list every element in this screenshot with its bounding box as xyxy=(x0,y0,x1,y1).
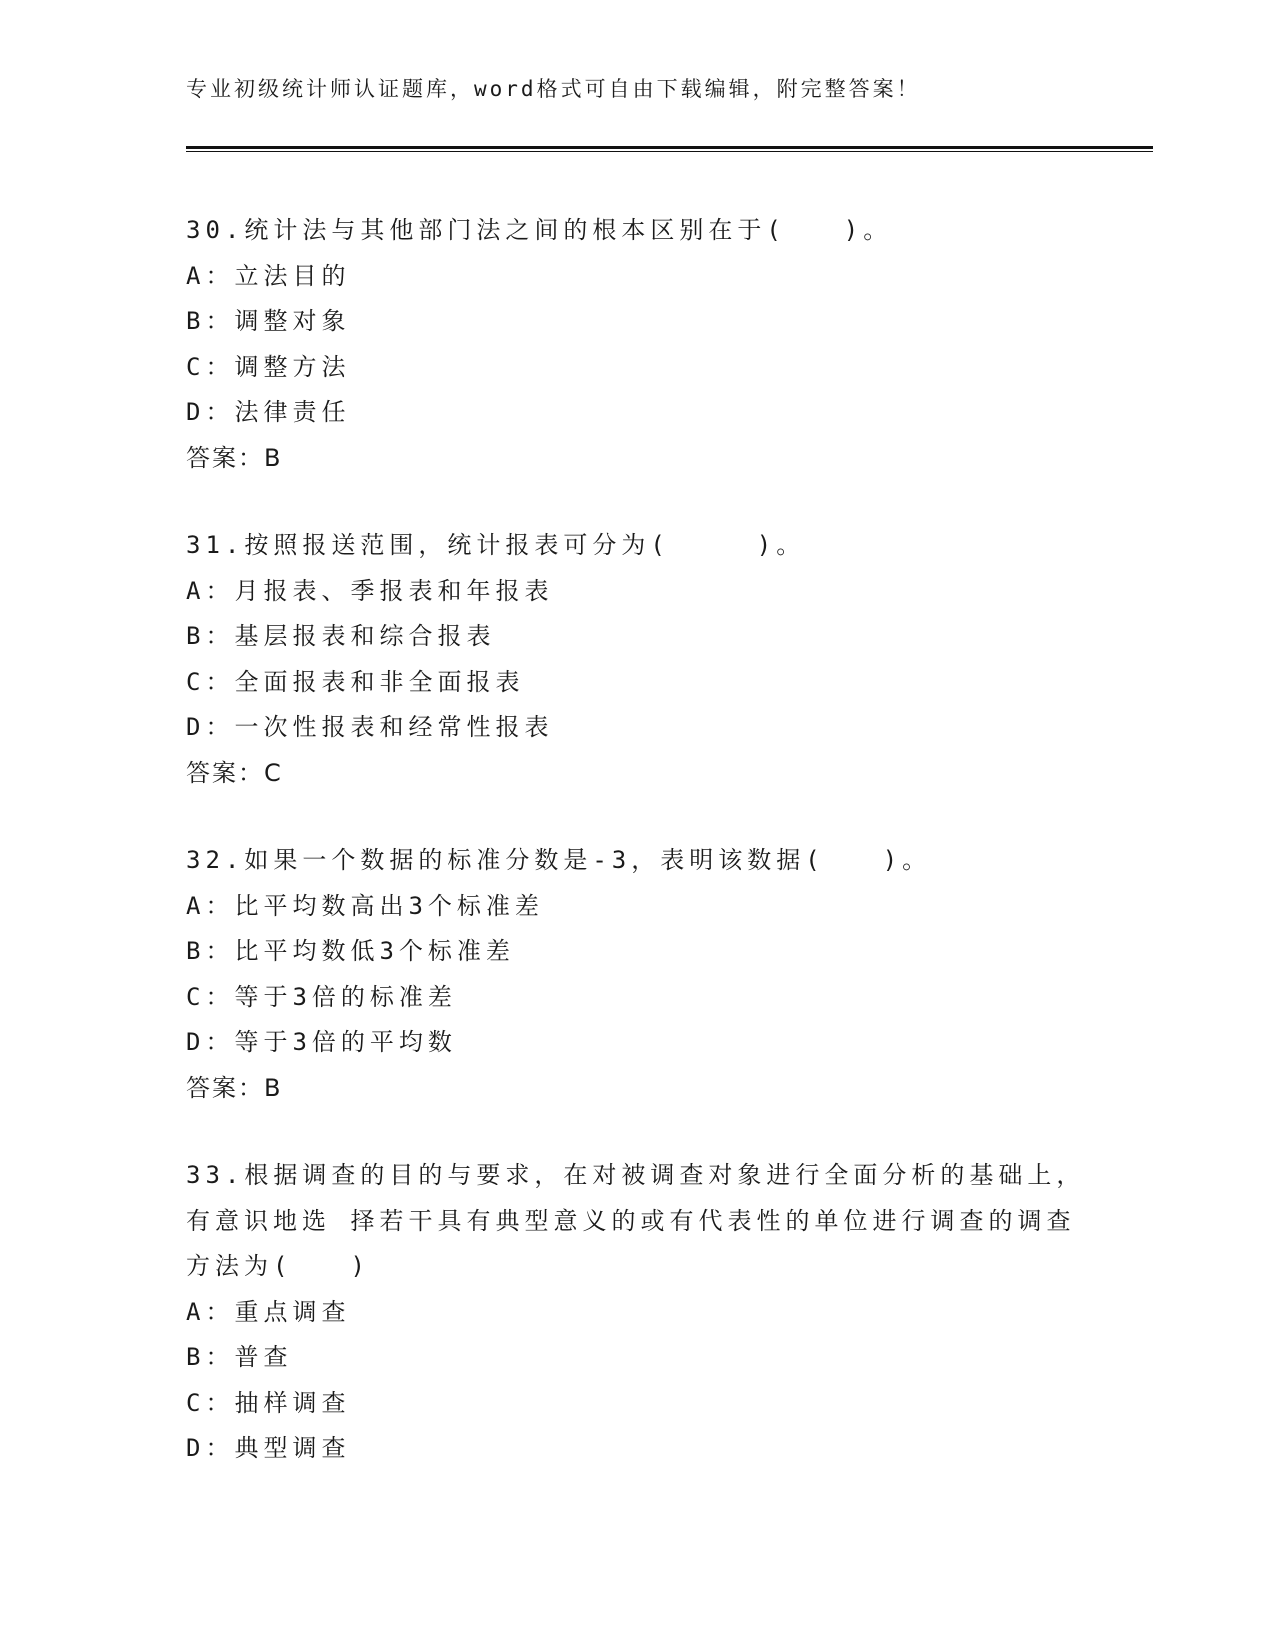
option-a: A：比平均数高出3个标准差 xyxy=(186,891,544,920)
option-b: B：比平均数低3个标准差 xyxy=(186,937,515,965)
question-stem-line: 33.根据调查的目的与要求，在对被调查对象进行全面分析的基础上， xyxy=(186,1161,1086,1189)
question-list xyxy=(186,208,1086,1514)
option-c: C：等于3倍的标准差 xyxy=(186,982,457,1011)
option-b: B：普查 xyxy=(186,1343,293,1371)
answer-line: 答案：B xyxy=(186,1073,283,1102)
option-d: D：典型调查 xyxy=(186,1434,351,1462)
option-d: D：法律责任 xyxy=(186,398,351,426)
question-31 xyxy=(186,523,1086,796)
header-rule-thin xyxy=(186,151,1153,152)
option-c: C：抽样调查 xyxy=(186,1388,351,1417)
option-d: D：等于3倍的平均数 xyxy=(186,1028,457,1056)
document-header: 专业初级统计师认证题库，word格式可自由下载编辑，附完整答案！ xyxy=(186,77,921,101)
question-30 xyxy=(186,208,1086,481)
option-a: A：月报表、季报表和年报表 xyxy=(186,576,554,605)
question-stem-line: 31.按照报送范围，统计报表可分为( )。 xyxy=(186,531,806,559)
option-a: A：重点调查 xyxy=(186,1297,351,1326)
question-33 xyxy=(186,1153,1086,1472)
question-stem-line: 方法为( ) xyxy=(186,1252,370,1280)
answer-line: 答案：C xyxy=(186,758,283,787)
question-stem xyxy=(186,1153,1086,1290)
option-c: C：调整方法 xyxy=(186,352,351,381)
question-32 xyxy=(186,838,1086,1111)
option-a: A：立法目的 xyxy=(186,261,351,290)
option-d: D：一次性报表和经常性报表 xyxy=(186,713,554,741)
question-stem xyxy=(186,838,1086,884)
question-stem-line: 32.如果一个数据的标准分数是-3，表明该数据( )。 xyxy=(186,846,932,874)
question-stem-line: 有意识地选 择若干具有典型意义的或有代表性的单位进行调查的调查 xyxy=(186,1206,1076,1235)
option-c: C：全面报表和非全面报表 xyxy=(186,667,525,696)
option-b: B：基层报表和综合报表 xyxy=(186,622,496,650)
option-b: B：调整对象 xyxy=(186,307,351,335)
question-stem-line: 30.统计法与其他部门法之间的根本区别在于( )。 xyxy=(186,216,893,244)
question-stem xyxy=(186,523,1086,569)
answer-line: 答案：B xyxy=(186,443,283,472)
header-rule-thick xyxy=(186,146,1153,149)
question-stem xyxy=(186,208,1086,254)
